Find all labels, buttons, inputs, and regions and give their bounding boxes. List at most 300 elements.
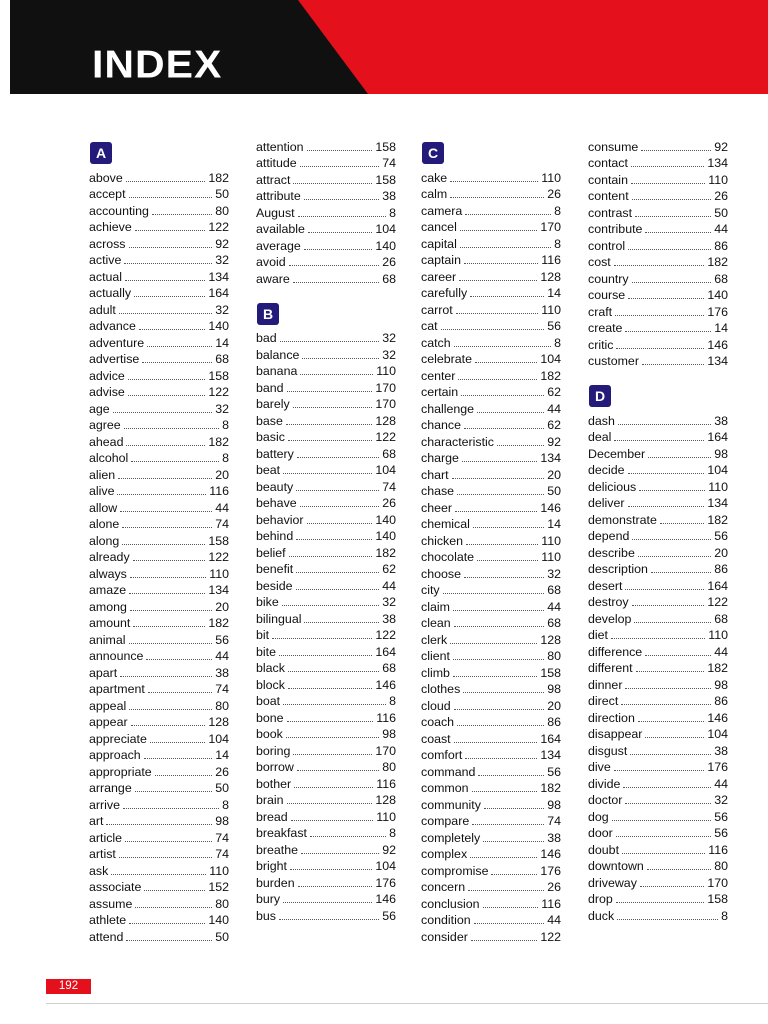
dot-leader bbox=[142, 362, 212, 363]
entry-word: bury bbox=[256, 892, 281, 906]
entry-page: 32 bbox=[382, 595, 396, 609]
entry-word: attend bbox=[89, 929, 124, 944]
index-entry bbox=[588, 577, 728, 594]
dot-leader bbox=[286, 424, 372, 425]
dot-leader bbox=[614, 440, 704, 441]
entry-page: 182 bbox=[208, 170, 229, 185]
dot-leader bbox=[616, 902, 705, 903]
dot-leader bbox=[287, 391, 373, 392]
entry-word: apart bbox=[89, 665, 118, 680]
entry-word: agree bbox=[89, 418, 121, 432]
entry-word: camera bbox=[421, 203, 463, 218]
entry-page: 104 bbox=[375, 222, 396, 236]
entry-word: chase bbox=[421, 484, 455, 498]
dot-leader bbox=[460, 230, 537, 231]
entry-word: breakfast bbox=[256, 826, 307, 840]
entry-word: available bbox=[256, 222, 305, 236]
index-entry bbox=[256, 188, 396, 205]
index-entry bbox=[588, 445, 728, 462]
entry-page: 146 bbox=[540, 500, 561, 515]
entry-page: 140 bbox=[375, 529, 396, 543]
entry-page: 104 bbox=[208, 731, 229, 746]
entry-word: contain bbox=[588, 172, 628, 187]
entry-page: 38 bbox=[382, 189, 396, 203]
entry-page: 116 bbox=[376, 710, 396, 725]
dot-leader bbox=[455, 511, 537, 512]
entry-page: 44 bbox=[547, 401, 561, 416]
entry-page: 122 bbox=[208, 220, 229, 234]
entry-page: 104 bbox=[707, 727, 728, 741]
entry-word: certain bbox=[421, 385, 459, 399]
dot-leader bbox=[635, 216, 711, 217]
index-entry bbox=[256, 594, 396, 611]
entry-page: 68 bbox=[382, 271, 396, 286]
index-entry bbox=[256, 841, 396, 858]
entry-word: basic bbox=[256, 430, 285, 444]
entry-page: 92 bbox=[547, 434, 561, 449]
dot-leader bbox=[612, 820, 712, 821]
dot-leader bbox=[288, 671, 379, 672]
dot-leader bbox=[642, 364, 704, 365]
entry-page: 182 bbox=[375, 545, 396, 560]
entry-page: 122 bbox=[375, 628, 396, 642]
index-entry bbox=[256, 429, 396, 446]
dot-leader bbox=[296, 490, 379, 491]
entry-page: 92 bbox=[382, 842, 396, 857]
index-entry bbox=[89, 252, 229, 269]
entry-word: chocolate bbox=[421, 550, 475, 564]
dot-leader bbox=[135, 230, 206, 231]
entry-word: center bbox=[421, 368, 456, 383]
entry-page: 170 bbox=[375, 397, 396, 411]
entry-word: alcohol bbox=[89, 451, 129, 465]
entry-word: belief bbox=[256, 545, 286, 560]
dot-leader bbox=[453, 659, 544, 660]
dot-leader bbox=[148, 692, 212, 693]
entry-word: ahead bbox=[89, 434, 124, 449]
index-header bbox=[10, 0, 768, 94]
entry-word: actual bbox=[89, 269, 123, 284]
entry-page: 8 bbox=[222, 797, 229, 812]
entry-word: clothes bbox=[421, 682, 461, 696]
entry-word: deliver bbox=[588, 496, 625, 510]
entry-page: 20 bbox=[215, 467, 229, 482]
entry-word: carefully bbox=[421, 286, 468, 300]
index-entry bbox=[256, 237, 396, 254]
entry-word: appear bbox=[89, 715, 128, 729]
dot-leader bbox=[638, 721, 704, 722]
entry-word: captain bbox=[421, 253, 461, 267]
entry-page: 140 bbox=[375, 512, 396, 527]
footer-divider bbox=[46, 1003, 768, 1004]
dot-leader bbox=[459, 280, 537, 281]
entry-page: 56 bbox=[382, 908, 396, 923]
dot-leader bbox=[450, 197, 544, 198]
entry-page: 122 bbox=[707, 595, 728, 609]
section-spacer bbox=[256, 287, 396, 299]
index-entry bbox=[588, 495, 728, 512]
header-red-band bbox=[298, 0, 768, 94]
entry-word: diet bbox=[588, 628, 608, 642]
dot-leader bbox=[616, 348, 704, 349]
dot-leader bbox=[304, 249, 373, 250]
entry-word: associate bbox=[89, 880, 142, 894]
entry-page: 14 bbox=[714, 321, 728, 335]
entry-word: divide bbox=[588, 776, 621, 791]
index-entry bbox=[588, 138, 728, 155]
entry-word: cheer bbox=[421, 500, 452, 515]
entry-word: arrive bbox=[89, 797, 120, 812]
dot-leader bbox=[289, 265, 380, 266]
entry-word: appeal bbox=[89, 698, 127, 713]
index-entry bbox=[89, 367, 229, 384]
dot-leader bbox=[130, 610, 212, 611]
entry-word: accounting bbox=[89, 203, 149, 218]
index-entry bbox=[421, 351, 561, 368]
entry-word: apartment bbox=[89, 682, 145, 696]
index-entry bbox=[421, 730, 561, 747]
dot-leader bbox=[288, 440, 372, 441]
entry-page: 176 bbox=[707, 760, 728, 774]
entry-word: borrow bbox=[256, 760, 294, 774]
index-entry bbox=[421, 928, 561, 945]
entry-page: 110 bbox=[708, 172, 728, 187]
index-entry bbox=[256, 874, 396, 891]
entry-page: 14 bbox=[215, 335, 229, 350]
index-entry bbox=[256, 495, 396, 512]
dot-leader bbox=[120, 511, 212, 512]
index-column-2 bbox=[256, 138, 396, 924]
dot-leader bbox=[483, 907, 539, 908]
dot-leader bbox=[466, 544, 538, 545]
entry-page: 38 bbox=[382, 611, 396, 626]
section-spacer bbox=[588, 369, 728, 381]
entry-word: characteristic bbox=[421, 434, 494, 449]
index-entry bbox=[89, 301, 229, 318]
index-entry bbox=[421, 582, 561, 599]
entry-word: assume bbox=[89, 896, 133, 911]
dot-leader bbox=[454, 346, 551, 347]
index-entry bbox=[421, 219, 561, 236]
entry-page: 56 bbox=[714, 529, 728, 543]
index-entry bbox=[421, 697, 561, 714]
index-entry bbox=[421, 549, 561, 566]
entry-word: August bbox=[256, 205, 295, 220]
entry-word: advice bbox=[89, 368, 125, 383]
dot-leader bbox=[625, 688, 711, 689]
entry-page: 56 bbox=[547, 319, 561, 333]
dot-leader bbox=[294, 787, 373, 788]
index-column-3 bbox=[421, 138, 561, 945]
index-entry bbox=[421, 318, 561, 335]
index-entry bbox=[256, 577, 396, 594]
index-entry bbox=[89, 796, 229, 813]
index-entry bbox=[256, 171, 396, 188]
entry-word: bit bbox=[256, 628, 270, 642]
index-entry bbox=[421, 565, 561, 582]
entry-page: 176 bbox=[375, 875, 396, 890]
index-entry bbox=[256, 138, 396, 155]
dot-leader bbox=[298, 216, 387, 217]
index-entry bbox=[256, 561, 396, 578]
entry-page: 176 bbox=[707, 304, 728, 319]
entry-page: 80 bbox=[382, 760, 396, 774]
entry-page: 26 bbox=[547, 187, 561, 201]
entry-page: 98 bbox=[215, 814, 229, 828]
entry-page: 182 bbox=[540, 781, 561, 795]
entry-word: cancel bbox=[421, 220, 457, 234]
entry-page: 110 bbox=[376, 809, 396, 824]
dot-leader bbox=[443, 593, 545, 594]
entry-page: 122 bbox=[208, 385, 229, 399]
page-title: INDEX bbox=[92, 42, 223, 86]
dot-leader bbox=[625, 803, 711, 804]
section-letter-d: D bbox=[589, 385, 611, 407]
index-entry bbox=[421, 169, 561, 186]
index-entry bbox=[588, 907, 728, 924]
entry-page: 116 bbox=[209, 484, 229, 498]
entry-page: 68 bbox=[714, 611, 728, 626]
dot-leader bbox=[302, 358, 379, 359]
entry-page: 128 bbox=[375, 793, 396, 807]
entry-page: 128 bbox=[540, 269, 561, 284]
entry-page: 44 bbox=[215, 649, 229, 663]
entry-word: contrast bbox=[588, 205, 633, 220]
dot-leader bbox=[286, 737, 379, 738]
dot-leader bbox=[131, 725, 206, 726]
index-entry bbox=[588, 676, 728, 693]
dot-leader bbox=[289, 556, 373, 557]
entry-page: 8 bbox=[721, 908, 728, 923]
index-entry bbox=[256, 379, 396, 396]
index-entry bbox=[421, 829, 561, 846]
entry-word: deal bbox=[588, 430, 612, 444]
dot-leader bbox=[464, 577, 544, 578]
dot-leader bbox=[124, 428, 219, 429]
index-entry bbox=[421, 400, 561, 417]
dot-leader bbox=[144, 890, 205, 891]
index-entry bbox=[256, 330, 396, 347]
index-entry bbox=[89, 714, 229, 731]
dot-leader bbox=[113, 412, 213, 413]
entry-page: 134 bbox=[208, 269, 229, 284]
entry-page: 44 bbox=[382, 578, 396, 593]
entry-word: cloud bbox=[421, 698, 451, 713]
section-letter-c: C bbox=[422, 142, 444, 164]
entry-page: 110 bbox=[376, 364, 396, 378]
index-entry bbox=[256, 792, 396, 809]
index-entry bbox=[588, 287, 728, 304]
entry-word: behind bbox=[256, 529, 294, 543]
entry-page: 20 bbox=[547, 698, 561, 713]
index-entry bbox=[256, 907, 396, 924]
entry-page: 110 bbox=[541, 550, 561, 564]
entry-page: 158 bbox=[375, 172, 396, 187]
dot-leader bbox=[456, 313, 539, 314]
entry-word: ask bbox=[89, 863, 109, 878]
entry-page: 158 bbox=[375, 139, 396, 154]
entry-page: 44 bbox=[547, 913, 561, 927]
entry-page: 140 bbox=[707, 288, 728, 302]
index-entry bbox=[421, 763, 561, 780]
dot-leader bbox=[453, 610, 544, 611]
index-entry bbox=[256, 709, 396, 726]
entry-word: direction bbox=[588, 710, 635, 725]
entry-page: 74 bbox=[215, 830, 229, 845]
dot-leader bbox=[155, 775, 213, 776]
dot-leader bbox=[119, 857, 212, 858]
index-entry bbox=[421, 895, 561, 912]
entry-page: 164 bbox=[707, 430, 728, 444]
index-entry bbox=[256, 363, 396, 380]
dot-leader bbox=[623, 787, 711, 788]
dot-leader bbox=[634, 622, 711, 623]
entry-word: alien bbox=[89, 467, 116, 482]
entry-word: behavior bbox=[256, 512, 304, 527]
entry-word: contact bbox=[588, 156, 628, 170]
entry-word: chance bbox=[421, 418, 461, 432]
index-entry bbox=[256, 676, 396, 693]
entry-word: compromise bbox=[421, 863, 489, 878]
entry-word: avoid bbox=[256, 255, 286, 269]
dot-leader bbox=[129, 643, 213, 644]
index-entry bbox=[256, 346, 396, 363]
index-entry bbox=[588, 825, 728, 842]
entry-word: appreciate bbox=[89, 731, 147, 746]
entry-word: develop bbox=[588, 611, 632, 626]
page-number: 192 bbox=[46, 979, 91, 994]
entry-word: driveway bbox=[588, 875, 637, 890]
entry-word: craft bbox=[588, 304, 613, 319]
entry-page: 80 bbox=[215, 698, 229, 713]
entry-word: achieve bbox=[89, 220, 132, 234]
entry-word: disgust bbox=[588, 743, 628, 758]
entry-page: 20 bbox=[714, 545, 728, 560]
entry-page: 38 bbox=[714, 743, 728, 758]
entry-page: 74 bbox=[547, 814, 561, 828]
entry-page: 104 bbox=[707, 463, 728, 477]
dot-leader bbox=[125, 841, 212, 842]
index-entry bbox=[421, 747, 561, 764]
index-entry bbox=[588, 528, 728, 545]
dot-leader bbox=[648, 457, 711, 458]
entry-word: doubt bbox=[588, 842, 620, 857]
index-entry bbox=[421, 846, 561, 863]
entry-page: 128 bbox=[208, 715, 229, 729]
entry-page: 128 bbox=[540, 632, 561, 647]
index-entry bbox=[588, 643, 728, 660]
entry-page: 98 bbox=[382, 727, 396, 741]
entry-word: banana bbox=[256, 364, 298, 378]
entry-page: 50 bbox=[714, 205, 728, 220]
entry-word: bike bbox=[256, 595, 279, 609]
entry-word: challenge bbox=[421, 401, 475, 416]
entry-page: 158 bbox=[707, 892, 728, 906]
entry-page: 44 bbox=[714, 776, 728, 791]
dot-leader bbox=[632, 605, 705, 606]
dot-leader bbox=[293, 407, 373, 408]
dot-leader bbox=[122, 544, 205, 545]
entry-word: calm bbox=[421, 187, 448, 201]
index-entry bbox=[588, 171, 728, 188]
entry-page: 68 bbox=[714, 271, 728, 286]
entry-page: 8 bbox=[389, 205, 396, 220]
index-entry bbox=[89, 351, 229, 368]
dot-leader bbox=[453, 676, 537, 677]
index-entry bbox=[256, 660, 396, 677]
entry-word: battery bbox=[256, 446, 294, 461]
index-entry bbox=[421, 202, 561, 219]
entry-word: announce bbox=[89, 649, 144, 663]
entry-page: 50 bbox=[215, 781, 229, 795]
entry-page: 8 bbox=[389, 694, 396, 708]
index-entry bbox=[89, 895, 229, 912]
entry-page: 104 bbox=[375, 463, 396, 477]
entry-word: description bbox=[588, 562, 648, 576]
section-letter-a: A bbox=[90, 142, 112, 164]
dot-leader bbox=[126, 445, 205, 446]
dot-leader bbox=[477, 560, 538, 561]
dot-leader bbox=[472, 824, 544, 825]
index-entry bbox=[588, 155, 728, 172]
index-entry bbox=[421, 516, 561, 533]
dot-leader bbox=[126, 181, 206, 182]
entry-word: clerk bbox=[421, 632, 448, 647]
entry-word: concern bbox=[421, 880, 466, 894]
index-entry bbox=[421, 301, 561, 318]
entry-page: 74 bbox=[382, 479, 396, 494]
entry-word: conclusion bbox=[421, 896, 480, 911]
entry-word: desert bbox=[588, 578, 623, 593]
entry-page: 158 bbox=[208, 368, 229, 383]
index-column-4 bbox=[588, 138, 728, 924]
dot-leader bbox=[630, 754, 711, 755]
entry-word: boring bbox=[256, 743, 291, 758]
entry-word: downtown bbox=[588, 859, 644, 873]
index-entry bbox=[421, 285, 561, 302]
entry-page: 134 bbox=[707, 354, 728, 368]
index-entry bbox=[588, 726, 728, 743]
entry-word: adventure bbox=[89, 335, 145, 350]
entry-word: create bbox=[588, 321, 623, 335]
index-entry bbox=[588, 660, 728, 677]
entry-page: 110 bbox=[708, 628, 728, 642]
entry-word: direct bbox=[588, 694, 619, 708]
dot-leader bbox=[628, 298, 704, 299]
index-entry bbox=[256, 891, 396, 908]
entry-word: burden bbox=[256, 875, 295, 890]
index-entry bbox=[421, 796, 561, 813]
index-entry bbox=[421, 433, 561, 450]
index-entry bbox=[89, 648, 229, 665]
index-entry bbox=[89, 235, 229, 252]
index-entry bbox=[588, 270, 728, 287]
entry-word: alive bbox=[89, 484, 115, 498]
dot-leader bbox=[144, 758, 213, 759]
entry-word: dog bbox=[588, 809, 609, 824]
entry-page: 152 bbox=[208, 880, 229, 894]
entry-page: 146 bbox=[375, 892, 396, 906]
entry-word: drop bbox=[588, 892, 613, 906]
index-entry bbox=[89, 384, 229, 401]
entry-word: coast bbox=[421, 731, 451, 746]
entry-word: duck bbox=[588, 908, 615, 923]
entry-page: 140 bbox=[208, 913, 229, 927]
entry-word: above bbox=[89, 170, 123, 185]
dot-leader bbox=[464, 263, 538, 264]
index-entry bbox=[588, 237, 728, 254]
index-entry bbox=[421, 615, 561, 632]
